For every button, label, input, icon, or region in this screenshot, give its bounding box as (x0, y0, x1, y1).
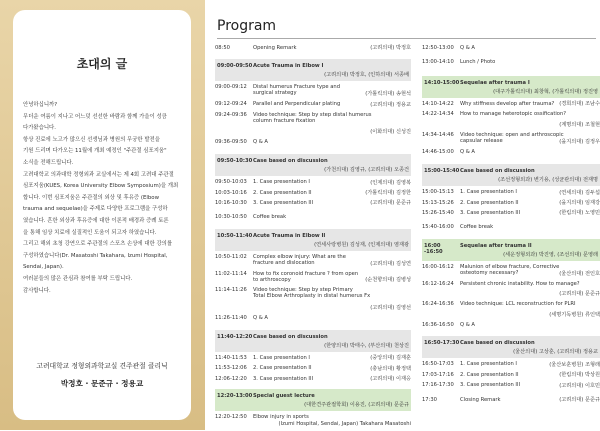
session-header (215, 59, 411, 81)
session-title: Acute Trauma in Elbow I (253, 63, 324, 70)
row-description: 3. Case presentation III (253, 375, 314, 382)
row-time: 11:53-12:06 (215, 365, 247, 372)
session-header (215, 229, 411, 251)
program-row (422, 122, 600, 128)
row-description: 3. Case presentation III (460, 382, 521, 389)
row-description: Distal humerus Fracture type and surgical strategy (253, 84, 340, 97)
session-time: 16:50-17:30 (424, 340, 460, 347)
program-row (422, 322, 600, 328)
session-header (215, 389, 411, 411)
program-row (422, 132, 600, 145)
row-speaker: (세명기독병원) 류인택 (549, 312, 600, 319)
row-time: 16:50-17:03 (422, 361, 454, 368)
row-speaker: (연세의대) 김두섭 (559, 189, 600, 196)
session-title: Case based on discussion (460, 168, 535, 175)
row-time: 12:50-13:00 (422, 45, 454, 51)
program-row (215, 271, 411, 284)
program-row (422, 281, 600, 287)
row-speaker: (순천향의대) 김병성 (365, 277, 411, 284)
session-time: 11:40-12:20 (217, 333, 253, 340)
program-column-1 (215, 45, 411, 431)
row-time: 09:12-09:24 (215, 101, 247, 108)
row-time: 11:14-11:26 (215, 287, 247, 294)
letter-line: 소식을 전해드립니다. (23, 159, 74, 166)
row-time: 09:50-10:03 (215, 179, 247, 186)
invitation-letter (13, 10, 191, 420)
left-panel (0, 0, 205, 430)
session-header (422, 164, 600, 186)
row-speaker: (인제의대) 김영복 (370, 179, 411, 186)
session-title: Sequelae after trauma II (460, 242, 532, 249)
session-chairs: (대한견주관절학회) 이용진, (고려의대) 문준규 (304, 402, 409, 409)
letter-line: 심포지움(KUES, Korea University Elbow Symposium)을 개최 (23, 183, 179, 190)
session-chairs: (한양의대) 박태수, (부산의대) 천상진 (324, 342, 409, 349)
row-description: Q & A (460, 148, 475, 155)
row-description: How to fix coronoid fracture ? from open to arthroscopy (253, 270, 359, 283)
row-time: 10:16-10:30 (215, 199, 247, 206)
row-time: 09:36-09:50 (215, 138, 247, 145)
session-time: 09:00-09:50 (217, 63, 253, 70)
row-description: 1. Case presentation I (460, 189, 517, 196)
row-description: 3. Case presentation III (253, 199, 314, 206)
row-description: Closing Remark (460, 396, 501, 403)
row-time: 16:12-16:24 (422, 280, 454, 287)
letter-line: trauma and sequelae)을 주제로 다양한 프로그램을 구성하 (23, 206, 168, 213)
row-description: Lunch / Photo (460, 59, 496, 66)
session-chairs: (대구가톨릭의대) 최창혁, (가톨릭의대) 정진영 (493, 88, 598, 95)
row-speaker: (한림의대) 박상원 (559, 372, 600, 379)
program-row (215, 355, 411, 361)
program-row (215, 101, 411, 107)
row-description: Opening Remark (253, 45, 297, 51)
row-description: Q & A (253, 138, 268, 145)
row-description: 2. Case presentation II (253, 189, 312, 196)
program-row (422, 382, 600, 388)
session-title: Special guest lecture (253, 393, 315, 400)
letter-line: 고려대학교 의과대학 정형외과 교실에서는 제 4회 고려대 주관절 (23, 171, 174, 178)
row-description: 2. Case presentation II (460, 199, 519, 206)
row-description: Persistent chronic instability. How to manage? (460, 280, 580, 287)
program-row (422, 59, 600, 65)
row-description: Q & A (460, 322, 475, 329)
session-time: 14:10-15:00 (424, 79, 460, 86)
row-time: 08:50 (215, 45, 230, 51)
row-description: 3. Case presentation III (460, 209, 521, 216)
session-time: 15:00-15:40 (424, 168, 460, 175)
program-column-2 (422, 45, 600, 407)
session-time: 10:50-11:40 (217, 232, 253, 239)
session-time: 16:00 -16:50 (424, 242, 443, 255)
row-description: Complex elbow injury: What are the fracture and dislocation (253, 253, 346, 266)
program-row (215, 200, 411, 206)
row-time: 10:30-10:50 (215, 214, 247, 221)
program-row (422, 372, 600, 378)
letter-line: 을 통해 임상 치료에 실질적인 도움이 되고자 하였습니다. (23, 229, 157, 236)
program-row (215, 304, 411, 310)
row-time: 11:40-11:53 (215, 354, 247, 361)
letter-line: 안녕하십니까? (23, 102, 58, 108)
program-row (422, 210, 600, 216)
row-description: 1. Case presentation I (460, 361, 517, 368)
row-description: Video technique: open and arthroscopic capsular release (460, 131, 564, 144)
row-description: Elbow injury in sports (253, 414, 309, 421)
program-row (215, 315, 411, 321)
row-time: 09:24-09:36 (215, 111, 247, 118)
session-title: Case based on discussion (253, 158, 328, 165)
program-row (422, 264, 600, 277)
row-speaker: (울산의대) 전인호 (559, 270, 600, 277)
program-title: Program (217, 18, 277, 34)
row-time: 14:34-14:46 (422, 131, 454, 138)
row-description: Malunion of elbow fracture, Corrective osteotomy necessary? (460, 263, 560, 276)
letter-line: Sendai, Japan). (23, 264, 64, 271)
letter-title: 초대의 글 (76, 57, 128, 71)
program-row (422, 361, 600, 367)
row-speaker: (고려의대) 이호민 (559, 382, 600, 389)
row-time: 15:40-16:00 (422, 224, 454, 231)
letter-line: 다가왔습니다. (23, 125, 56, 132)
row-description: Why stiffness develop after trauma? (460, 100, 555, 107)
program-row (422, 189, 600, 195)
program-row (215, 420, 411, 426)
title-divider (217, 38, 596, 39)
session-header (422, 336, 600, 358)
session-header (422, 239, 600, 261)
session-title: Sequelae after trauma I (460, 79, 530, 86)
program-panel (205, 0, 600, 430)
row-time: 09:00-09:12 (215, 84, 247, 91)
letter-line: 구성하였습니다(Dr. Masatoshi Takahara, Izumi Hospital, (23, 252, 168, 259)
letter-org: 고려대학교 정형외과학교실 견주관절 클리닉 (36, 362, 168, 370)
row-description: Video technique: Step by step distal humerus column fracture fixation (253, 111, 372, 124)
row-description: Coffee break (460, 224, 494, 231)
row-description: 1. Case presentation I (253, 179, 310, 186)
row-speaker: (고려의대) 문준규 (370, 200, 411, 207)
session-chairs: (세운정형외과) 박진영, (조선의대) 문영래 (503, 251, 598, 258)
row-speaker: (이화의대) 신성진 (370, 128, 411, 135)
row-time: 15:00-15:13 (422, 189, 454, 196)
letter-line: 여러분들의 많은 관심과 참여를 부탁 드립니다. (23, 275, 133, 282)
letter-body (23, 100, 181, 297)
program-row (422, 397, 600, 403)
session-chairs: (고려의대) 박정호, (인하의대) 서종배 (324, 72, 409, 79)
row-speaker: (을지의대) 임재강 (559, 199, 600, 206)
program-row (215, 84, 411, 97)
session-chairs: (울산의대) 고상훈, (고려의대) 정용교 (513, 349, 598, 356)
row-description: Coffee break (253, 214, 287, 221)
row-speaker: (계명의대) 조철현 (559, 121, 600, 128)
letter-signature (13, 360, 191, 389)
row-speaker: (고려의대) 문준규 (559, 397, 600, 404)
program-row (422, 101, 600, 107)
program-row (422, 291, 600, 297)
row-description: 2. Case presentation II (460, 371, 519, 378)
program-row (215, 376, 411, 382)
letter-line: 무더운 여름이 지나고 어느덧 선선한 바람과 함께 가을이 성큼 (23, 113, 167, 120)
row-description: Parallel and Perpendicular plating (253, 101, 341, 108)
program-row (215, 190, 411, 196)
row-time: 14:10-14:22 (422, 100, 454, 107)
program-row (215, 287, 411, 300)
program-row (422, 111, 600, 117)
program-row (422, 200, 600, 206)
row-speaker: (고려의대) 정용교 (370, 101, 411, 108)
row-time: 16:36-16:50 (422, 322, 454, 329)
session-title: Case based on discussion (460, 340, 535, 347)
row-time: 14:46-15:00 (422, 148, 454, 155)
program-row (215, 45, 411, 51)
row-time: 15:13-15:26 (422, 199, 454, 206)
row-description: Video technique: Step by step Primary Total Elbow Arthroplasty in distal humerus Fx (253, 287, 371, 300)
program-row (215, 214, 411, 220)
letter-line: 기원 드리며 다가오는 11월에 개최 예정인 "주관절 심포지움" (23, 148, 167, 155)
program-row (215, 365, 411, 371)
program-row (215, 112, 411, 125)
row-description: 2. Case presentation II (253, 365, 312, 372)
row-speaker: (을지의대) 김정우 (559, 138, 600, 145)
program-row (215, 139, 411, 145)
session-header (215, 330, 411, 352)
row-speaker: (고려의대) 박정호 (370, 45, 411, 52)
row-time: 15:26-15:40 (422, 209, 454, 216)
letter-line: 감사합니다. (23, 287, 51, 294)
row-speaker: (고려의대) 이재응 (370, 376, 411, 383)
row-time: 14:22-14:34 (422, 111, 454, 118)
row-time: 12:20-12:50 (215, 414, 247, 421)
session-title: Acute Trauma in Elbow II (253, 232, 326, 239)
program-row (422, 224, 600, 230)
program-row (422, 45, 600, 51)
row-time: 16:00-16:12 (422, 263, 454, 270)
program-row (215, 179, 411, 185)
program-row (422, 149, 600, 155)
row-time: 17:03-17:16 (422, 371, 454, 378)
row-description: Video technique: LCL reconstruction for PLRI (460, 301, 576, 308)
session-time: 09:50-10:30 (217, 158, 253, 165)
session-time: 12:20-13:00 (217, 393, 253, 400)
session-chairs: (조선정형외과) 변기용, (성균관의대) 전재명 (498, 177, 598, 184)
letter-line: 그리고 해외 초청 강연으로 주관절의 스포츠 손상에 대한 강의를 (23, 241, 173, 248)
row-speaker: (고려의대) 김성연 (370, 260, 411, 267)
row-time: 11:26-11:40 (215, 314, 247, 321)
program-row (422, 312, 600, 318)
row-time: 13:00-14:10 (422, 59, 454, 66)
row-time: 11:02-11:14 (215, 270, 247, 277)
row-description: Q & A (253, 314, 268, 321)
letter-names: 박정호 · 문준규 · 정용교 (60, 379, 144, 388)
row-time: 17:30 (422, 396, 437, 403)
row-time: 10:50-11:02 (215, 253, 247, 260)
row-time: 12:06-12:20 (215, 375, 247, 382)
row-speaker: (고려의대) 김영선 (370, 304, 411, 311)
row-speaker: (Izumi Hospital, Sendai, Japan) Takahara Masatoshi (278, 420, 411, 427)
row-time: 16:24-16:36 (422, 301, 454, 308)
row-speaker: (가톨릭의대) 송현석 (365, 91, 411, 98)
row-description: 1. Case presentation I (253, 354, 310, 361)
program-row (215, 128, 411, 134)
letter-line: 합니다. 이번 심포지움은 주관절의 외상 및 후유증 (Elbow (23, 194, 159, 201)
row-speaker: (한림의대) 노영민 (559, 210, 600, 217)
session-header (422, 76, 600, 98)
session-chairs: (연세사랑병원) 김성재, (인제의대) 염재광 (314, 241, 409, 248)
row-speaker: (울산보훈병원) 조형래 (549, 361, 600, 368)
letter-line: 였습니다. 흔한 외상과 후유증에 대한 이론적 배경과 증례 토론 (23, 217, 169, 224)
row-description: Q & A (460, 45, 475, 51)
row-speaker: (고려의대) 문준규 (559, 291, 600, 298)
session-chairs: (가천의대) 김영규, (고려의대) 오종건 (324, 167, 409, 174)
session-header (215, 154, 411, 176)
row-speaker: (경희의대) 조남수 (559, 101, 600, 108)
session-title: Case based on discussion (253, 333, 328, 340)
row-description: How to manage heterotopic ossification? (460, 111, 567, 118)
program-row (215, 254, 411, 267)
row-speaker: (중앙의대) 김재훈 (370, 355, 411, 362)
program-row (422, 301, 600, 307)
row-time: 17:16-17:30 (422, 382, 454, 389)
letter-line: 항상 진료에 노고가 많으신 선생님과 병원의 무궁한 발전을 (23, 136, 160, 143)
row-speaker: (가톨릭의대) 김정한 (365, 189, 411, 196)
row-speaker: (충남의대) 황정택 (370, 365, 411, 372)
row-time: 10:03-10:16 (215, 189, 247, 196)
